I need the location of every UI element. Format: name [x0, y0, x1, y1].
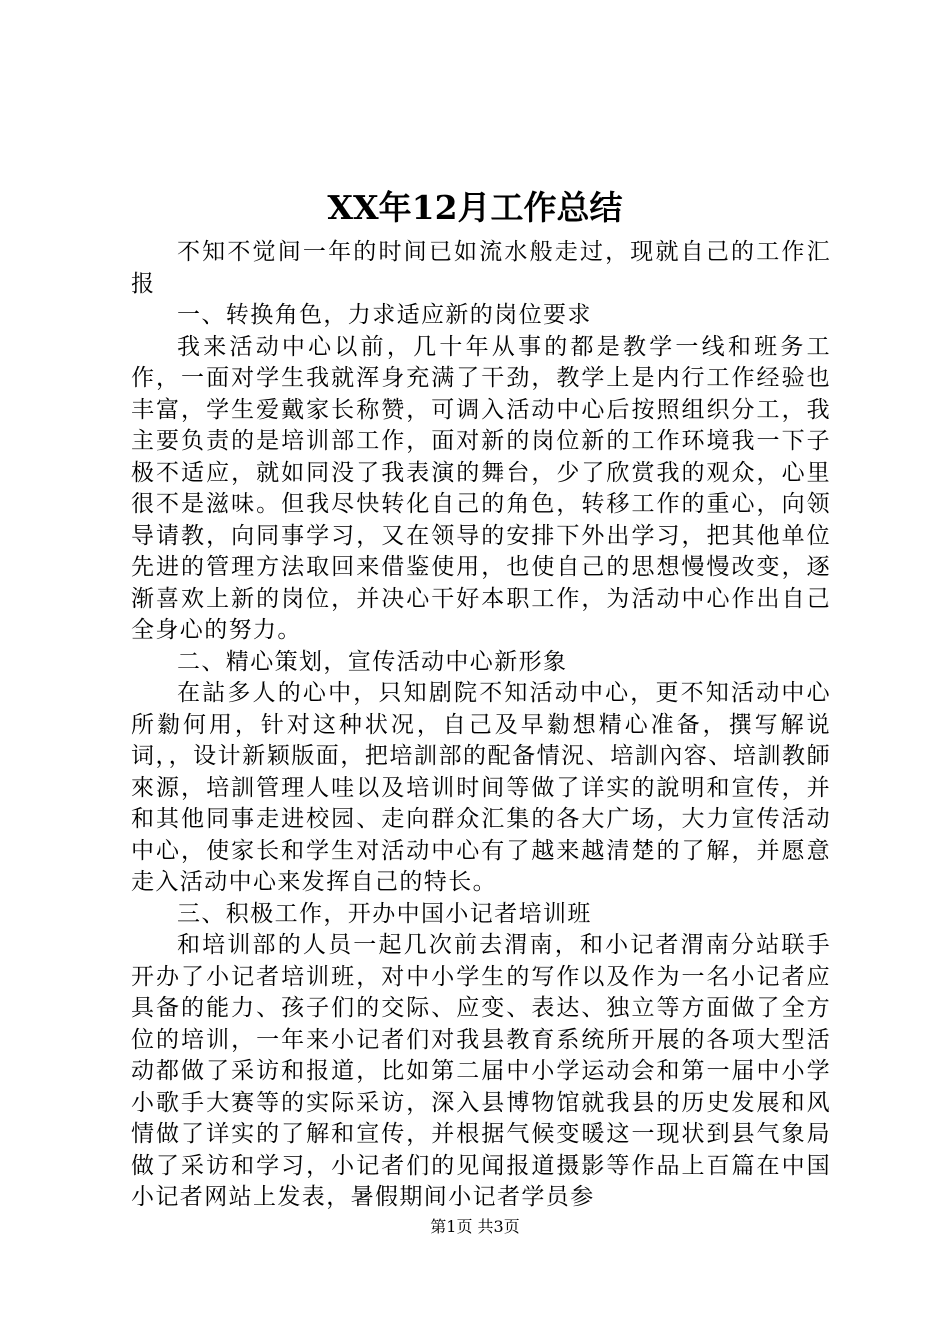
section-heading-2: 二、精心策划，宣传活动中心新形象 [177, 648, 568, 675]
page-title: XX年12月工作总结 [327, 188, 623, 227]
section-heading-3: 三、积极工作，开办中国小记者培训班 [177, 900, 592, 927]
page-footer: 第1页 共3页 [430, 1217, 520, 1236]
document-body [131, 237, 831, 1214]
section-body-2: 在詀多人的心中，只知剧院不知活动中心，更不知活动中心所勬何用，针对这种状况，自己及早勬想精心准备，撰写解说词，，设计新颖版面，把培訓部的配备情況、培訓內容、培訓教師來源，培訓管理人哇以及培训时间等做了详实的說明和宣传，并和其他同事走进校园、走向群众汇集的各大广场，大力宣传活动中心，使家长和学生对活动中心有了越来越清楚的了解，并愿意走入活动中心来发挥自己的特长。 [131, 680, 831, 895]
intro-paragraph: 不知不觉间一年的时间已如流水般走过，现就自己的工作汇报 [131, 239, 831, 297]
section-body-1: 我来活动中心以前，几十年从事的都是教学一线和班务工作，一面对学生我就浑身充满了干劲，教学上是内行工作经验也丰富，学生爱戴家长称赞，可调入活动中心后按照组织分工，我主要负责的是培训部工作，面对新的岗位新的工作环境我一下子极不适应，就如同没了我表演的舞台，少了欣赏我的观众，心里很不是滋味。但我尽快转化自己的角色，转移工作的重心，向领导请教，向同事学习，又在领导的安排下外出学习，把其他单位先进的管理方法取回来借鉴使用，也使自己的思想慢慢改变，逐渐喜欢上新的岗位，并决心干好本职工作，为活动中心作出自己全身心的努力。 [131, 333, 831, 643]
section-heading-1: 一、转换角色，力求适应新的岗位要求 [177, 302, 592, 328]
section-body-3: 和培训部的人员一起几次前去渭南，和小记者渭南分站联手开办了小记者培训班，对中小学生的写作以及作为一名小记者应具备的能力、孩子们的交际、应变、表达、独立等方面做了全方位的培训，一年来小记者们对我县教育系统所开展的各项大型活动都做了采访和报道，比如第二届中小学运动会和第一届中小学小歌手大赛等的实际采访，深入县博物馆就我县的历史发展和风情做了详实的了解和宣传，并根据气候变暖这一现状到县气象局做了采访和学习，小记者们的见闻报道摄影等作品上百篇在中国小记者网站上发表，暑假期间小记者学员参 [131, 932, 831, 1210]
